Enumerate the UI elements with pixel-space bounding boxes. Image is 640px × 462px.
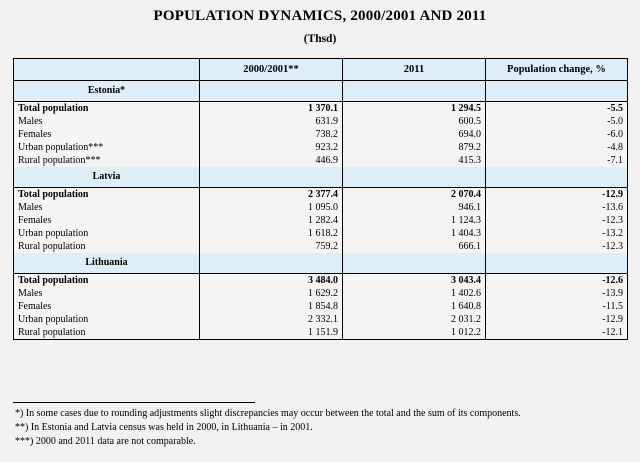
table-row: [14, 240, 628, 253]
country-name: Lithuania: [14, 253, 200, 274]
value-change: -11.5: [486, 300, 628, 313]
value-change: -12.3: [486, 214, 628, 227]
row-label: Rural population***: [14, 154, 200, 167]
value-change: -13.6: [486, 201, 628, 214]
table-row: [14, 201, 628, 214]
value-change: -4.8: [486, 141, 628, 154]
value-2000: 1 629.2: [200, 287, 343, 300]
table-row: [14, 274, 628, 288]
page-subtitle: (Thsd): [303, 33, 337, 45]
table-row: [14, 115, 628, 128]
value-2011: 694.0: [343, 128, 486, 141]
value-2011: 879.2: [343, 141, 486, 154]
country-name: Latvia: [14, 167, 200, 188]
value-2000: 738.2: [200, 128, 343, 141]
country-row-latvia: [14, 167, 628, 188]
value-2011: 666.1: [343, 240, 486, 253]
value-2011: 1 640.8: [343, 300, 486, 313]
row-label: Males: [14, 287, 200, 300]
footnotes: [15, 407, 627, 449]
value-change: -13.2: [486, 227, 628, 240]
footnote-divider: [13, 402, 255, 403]
table-header-row: [14, 59, 628, 81]
value-2011: 1 402.6: [343, 287, 486, 300]
value-change: -12.1: [486, 326, 628, 340]
table-row: [14, 313, 628, 326]
value-change: -5.0: [486, 115, 628, 128]
row-label: Rural population: [14, 326, 200, 340]
row-label: Total population: [14, 102, 200, 116]
table-row: [14, 227, 628, 240]
value-2000: 631.9: [200, 115, 343, 128]
value-2000: 446.9: [200, 154, 343, 167]
row-label: Females: [14, 214, 200, 227]
value-2000: 759.2: [200, 240, 343, 253]
value-2011: 2 031.2: [343, 313, 486, 326]
table-row: [14, 214, 628, 227]
population-table: [13, 58, 628, 340]
footnote-1: *) In some cases due to rounding adjustments slight discrepancies may occur between the total and the sum of its components.: [15, 408, 521, 419]
value-2011: 1 404.3: [343, 227, 486, 240]
footnote-3: ***) 2000 and 2011 data are not comparable.: [15, 436, 196, 447]
value-change: -12.6: [486, 274, 628, 288]
value-2011: 1 124.3: [343, 214, 486, 227]
table-row: [14, 128, 628, 141]
value-2011: 1 294.5: [343, 102, 486, 116]
value-2011: 2 070.4: [343, 188, 486, 202]
header-empty: [14, 59, 200, 81]
value-2000: 2 332.1: [200, 313, 343, 326]
row-label: Females: [14, 128, 200, 141]
value-2011: 3 043.4: [343, 274, 486, 288]
value-2000: 923.2: [200, 141, 343, 154]
table-row: [14, 287, 628, 300]
table-row: [14, 102, 628, 116]
value-change: -7.1: [486, 154, 628, 167]
row-label: Rural population: [14, 240, 200, 253]
country-name: Estonia*: [14, 81, 200, 102]
country-row-estonia: [14, 81, 628, 102]
value-2000: 1 370.1: [200, 102, 343, 116]
value-change: -6.0: [486, 128, 628, 141]
value-2011: 946.1: [343, 201, 486, 214]
table-row: [14, 300, 628, 313]
row-label: Males: [14, 201, 200, 214]
value-2000: 1 282.4: [200, 214, 343, 227]
table-row: [14, 188, 628, 202]
value-2000: 2 377.4: [200, 188, 343, 202]
table-row: [14, 141, 628, 154]
page-title: POPULATION DYNAMICS, 2000/2001 AND 2011: [153, 8, 487, 24]
value-2011: 1 012.2: [343, 326, 486, 340]
country-row-lithuania: [14, 253, 628, 274]
value-2000: 1 618.2: [200, 227, 343, 240]
value-2000: 1 151.9: [200, 326, 343, 340]
value-2000: 1 095.0: [200, 201, 343, 214]
row-label: Females: [14, 300, 200, 313]
row-label: Urban population: [14, 227, 200, 240]
row-label: Urban population***: [14, 141, 200, 154]
header-2000-2001: 2000/2001**: [200, 59, 343, 81]
value-change: -13.9: [486, 287, 628, 300]
value-change: -12.3: [486, 240, 628, 253]
value-2000: 3 484.0: [200, 274, 343, 288]
footnote-2: **) In Estonia and Latvia census was held in 2000, in Lithuania – in 2001.: [15, 422, 313, 433]
row-label: Total population: [14, 188, 200, 202]
table-row: [14, 154, 628, 167]
value-2011: 415.3: [343, 154, 486, 167]
value-2000: 1 854.8: [200, 300, 343, 313]
row-label: Total population: [14, 274, 200, 288]
header-2011: 2011: [343, 59, 486, 81]
header-population-change: Population change, %: [486, 59, 628, 81]
row-label: Males: [14, 115, 200, 128]
value-change: -12.9: [486, 313, 628, 326]
value-change: -12.9: [486, 188, 628, 202]
value-2011: 600.5: [343, 115, 486, 128]
value-change: -5.5: [486, 102, 628, 116]
row-label: Urban population: [14, 313, 200, 326]
table-row: [14, 326, 628, 340]
